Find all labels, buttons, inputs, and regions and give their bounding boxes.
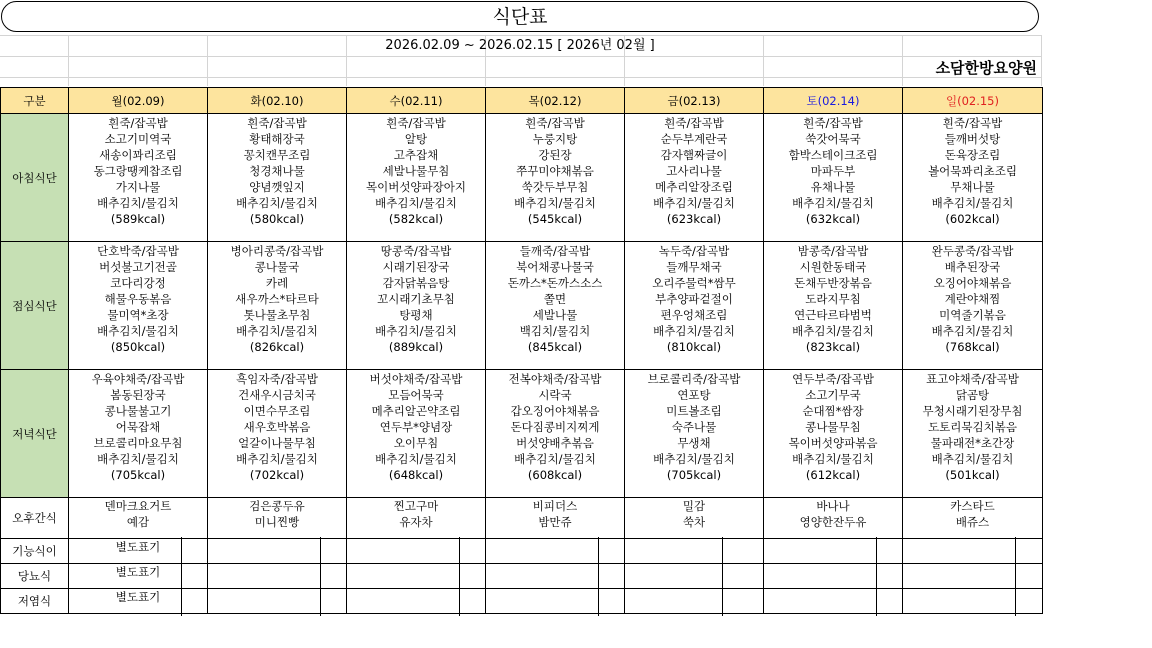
- dinner-cell-mon: [69, 370, 208, 498]
- menu-item: 함박스테이크조림: [788, 148, 878, 162]
- menu-item: 고사리나물: [666, 164, 722, 178]
- menu-item: 소고기미역국: [104, 132, 172, 146]
- header-day-tue: 화(02.10): [208, 88, 347, 114]
- menu-item: 도라지무침: [805, 292, 861, 306]
- empty-cell: [347, 564, 486, 589]
- menu-item: 배추김치/물김치: [653, 452, 735, 466]
- breakfast-cell-fri: [625, 114, 764, 242]
- breakfast-cell-tue: [208, 114, 347, 242]
- menu-item: 흰죽/잡곡밥: [247, 116, 307, 130]
- snack-cell-wed: [347, 498, 486, 539]
- menu-item: (702kcal): [249, 468, 305, 482]
- header-day-sat: 토(02.14): [764, 88, 903, 114]
- snack-cell-sat: [764, 498, 903, 539]
- menu-item: 무청시래기된장무침: [922, 404, 1023, 418]
- menu-item: 콩나물불고기: [104, 404, 172, 418]
- menu-item: 배추김치/물김치: [931, 196, 1014, 210]
- menu-item: 쫄면: [543, 292, 567, 306]
- menu-item: (823kcal): [805, 340, 861, 354]
- menu-item: 밤만쥬: [538, 515, 572, 529]
- menu-item: 배쥬스: [955, 515, 990, 529]
- snack-cell-sun: [903, 498, 1043, 539]
- menu-item: 들깨무채국: [666, 260, 722, 274]
- menu-item: 오징어야채볶음: [933, 276, 1012, 290]
- menu-item: 양념깻잎지: [249, 180, 305, 194]
- table-row-snack: [1, 498, 1043, 539]
- menu-item: (632kcal): [805, 212, 861, 226]
- menu-item: 흰죽/잡곡밥: [386, 116, 446, 130]
- empty-cell: [764, 589, 903, 614]
- header-day-fri: 금(02.13): [625, 88, 764, 114]
- empty-cell: [625, 589, 764, 614]
- menu-item: 가지나물: [115, 180, 161, 194]
- date-range: 2026.02.09 ~ 2026.02.15 [ 2026년 02월 ]: [385, 38, 655, 53]
- table-row-diabetic: [1, 564, 1043, 589]
- empty-cell: [208, 564, 347, 589]
- menu-item: 꽁치캔무조림: [243, 148, 311, 162]
- header-day-wed: 수(02.11): [347, 88, 486, 114]
- menu-item: 도토리묵김치볶음: [928, 420, 1017, 434]
- dinner-cell-thu: [486, 370, 625, 498]
- menu-item: 백김치/물김치: [519, 324, 591, 338]
- menu-item: (889kcal): [388, 340, 444, 354]
- menu-item: (501kcal): [945, 468, 1000, 482]
- empty-cell: [625, 539, 764, 564]
- breakfast-cell-sun: [903, 114, 1043, 242]
- table-header-row: [1, 88, 1043, 114]
- cell-divider: [181, 537, 182, 616]
- menu-item: 돈까스*돈까스소스: [507, 276, 603, 290]
- menu-item: 모듬어묵국: [388, 388, 444, 402]
- cell-divider: [722, 537, 723, 616]
- menu-item: 소고기무국: [805, 388, 861, 402]
- grid-line: [0, 56, 1042, 57]
- menu-item: 버섯양배추볶음: [516, 436, 594, 450]
- menu-item: 톳나물초무침: [243, 308, 311, 322]
- menu-item: 미니찐빵: [254, 515, 300, 529]
- lunch-cell-thu: [486, 242, 625, 370]
- menu-item: 돈채두반장볶음: [794, 276, 872, 290]
- menu-item: 북어채콩나물국: [516, 260, 594, 274]
- menu-item: 연포탕: [677, 388, 711, 402]
- menu-item: 브로콜리죽/잡곡밥: [647, 372, 741, 386]
- menu-item: 배추김치/물김치: [514, 452, 596, 466]
- menu-item: 배추김치/물김치: [97, 452, 179, 466]
- menu-item: 순대찜*쌈장: [802, 404, 864, 418]
- row-label-lunch: 점심식단: [1, 242, 69, 370]
- menu-item: (608kcal): [527, 468, 583, 482]
- menu-item: 청경채나물: [249, 164, 305, 178]
- menu-item: 버섯불고기전골: [99, 260, 177, 274]
- empty-cell: [486, 589, 625, 614]
- diabetic-note: 별도표기: [69, 564, 208, 589]
- menu-item: 시래기된장국: [382, 260, 450, 274]
- menu-item: 미트볼조림: [666, 404, 722, 418]
- menu-item: 탕평채: [399, 308, 433, 322]
- menu-item: 찐고구마: [393, 499, 439, 513]
- menu-item: 병아리콩죽/잡곡밥: [230, 244, 324, 258]
- menu-item: 봄동된장국: [110, 388, 166, 402]
- menu-item: 건새우시금치국: [238, 388, 316, 402]
- empty-cell: [486, 539, 625, 564]
- menu-item: 전복야채죽/잡곡밥: [508, 372, 602, 386]
- menu-item: 흰죽/잡곡밥: [664, 116, 724, 130]
- row-label-breakfast: 아침식단: [1, 114, 69, 242]
- menu-item: (768kcal): [945, 340, 1000, 354]
- menu-item: 바나나: [816, 499, 850, 513]
- dinner-cell-wed: [347, 370, 486, 498]
- menu-item: 쑥갓어묵국: [805, 132, 861, 146]
- menu-item: 마파두부: [810, 164, 856, 178]
- menu-item: 물파래전*초간장: [930, 436, 1015, 450]
- menu-item: 황태해장국: [249, 132, 305, 146]
- table-row-lowsalt: [1, 589, 1043, 614]
- meal-table: [0, 87, 1043, 614]
- menu-item: 유채나물: [810, 180, 856, 194]
- menu-item: 오이무침: [393, 436, 439, 450]
- menu-item: 카스타드: [950, 499, 995, 513]
- table-row-dinner: [1, 370, 1043, 498]
- menu-item: 배추김치/물김치: [792, 452, 874, 466]
- dinner-cell-fri: [625, 370, 764, 498]
- row-label-lowsalt: 저염식: [1, 589, 69, 614]
- menu-item: 메추리알장조림: [655, 180, 733, 194]
- menu-item: 검은콩두유: [249, 499, 305, 513]
- menu-item: 강된장: [538, 148, 572, 162]
- menu-item: 유자차: [399, 515, 433, 529]
- empty-cell: [903, 539, 1043, 564]
- menu-item: 편우엉채조림: [660, 308, 728, 322]
- menu-item: 배추김치/물김치: [236, 196, 318, 210]
- menu-item: (602kcal): [945, 212, 1000, 226]
- menu-item: 새송이꽈리조림: [99, 148, 177, 162]
- header-day-sun: 일(02.15): [903, 88, 1043, 114]
- menu-item: 물미역*초장: [107, 308, 169, 322]
- menu-item: 예감: [126, 515, 150, 529]
- menu-item: 브로콜리마요무침: [93, 436, 183, 450]
- page-title: 식단표: [1, 1, 1039, 32]
- menu-item: 부추양파겉절이: [655, 292, 733, 306]
- lunch-cell-mon: [69, 242, 208, 370]
- menu-item: 완두콩죽/잡곡밥: [931, 244, 1014, 258]
- menu-item: 메추리알곤약조림: [371, 404, 461, 418]
- row-label-dinner: 저녁식단: [1, 370, 69, 498]
- menu-item: 콩나물국: [254, 260, 300, 274]
- empty-cell: [208, 589, 347, 614]
- lunch-cell-wed: [347, 242, 486, 370]
- menu-item: 숙주나물: [671, 420, 717, 434]
- menu-item: 오리주물럭*쌈무: [652, 276, 736, 290]
- snack-cell-fri: [625, 498, 764, 539]
- snack-cell-thu: [486, 498, 625, 539]
- menu-item: 녹두죽/잡곡밥: [658, 244, 730, 258]
- empty-cell: [208, 539, 347, 564]
- menu-item: 목이버섯양파볶음: [788, 436, 878, 450]
- menu-item: 단호박죽/잡곡밥: [97, 244, 179, 258]
- menu-item: 쑥갓두부무침: [521, 180, 589, 194]
- dinner-cell-sat: [764, 370, 903, 498]
- menu-item: (589kcal): [110, 212, 166, 226]
- cell-divider: [876, 537, 877, 616]
- menu-item: 쑥차: [682, 515, 706, 529]
- menu-item: 이면수무조림: [243, 404, 311, 418]
- lunch-cell-sun: [903, 242, 1043, 370]
- menu-item: 배추김치/물김치: [375, 324, 457, 338]
- menu-item: 세발나물무침: [382, 164, 450, 178]
- menu-item: 꼬시래기초무침: [377, 292, 455, 306]
- menu-item: 비피더스: [532, 499, 578, 513]
- menu-item: (580kcal): [249, 212, 305, 226]
- menu-item: 배추김치/물김치: [375, 196, 457, 210]
- menu-item: 볼어묵꽈리초조림: [928, 164, 1017, 178]
- breakfast-cell-mon: [69, 114, 208, 242]
- menu-item: 배추김치/물김치: [236, 324, 318, 338]
- menu-item: 배추김치/물김치: [792, 324, 874, 338]
- empty-cell: [347, 589, 486, 614]
- functional-note: 별도표기: [69, 539, 208, 564]
- menu-item: 배추김치/물김치: [375, 452, 457, 466]
- menu-item: 카레: [265, 276, 289, 290]
- table-row-breakfast: [1, 114, 1043, 242]
- empty-cell: [625, 564, 764, 589]
- dinner-cell-tue: [208, 370, 347, 498]
- menu-item: 코다리강정: [110, 276, 166, 290]
- menu-item: 누룽지탕: [532, 132, 578, 146]
- menu-item: 미역줄기볶음: [939, 308, 1006, 322]
- menu-item: 닭곰탕: [955, 388, 990, 402]
- menu-item: (582kcal): [388, 212, 444, 226]
- row-label-functional: 기능식이: [1, 539, 69, 564]
- table-row-lunch: [1, 242, 1043, 370]
- menu-item: 배추김치/물김치: [97, 324, 179, 338]
- menu-item: 들깨버섯탕: [944, 132, 1001, 146]
- menu-item: 들깨죽/잡곡밥: [519, 244, 591, 258]
- cell-divider: [459, 537, 460, 616]
- grid-line: [0, 35, 1042, 36]
- menu-item: 콩나물무침: [805, 420, 861, 434]
- menu-item: 연두부*양념장: [379, 420, 453, 434]
- menu-item: 계란야채찜: [944, 292, 1001, 306]
- menu-item: (545kcal): [527, 212, 583, 226]
- menu-item: 세발나물: [532, 308, 578, 322]
- menu-item: 배추김치/물김치: [792, 196, 874, 210]
- menu-item: 땅콩죽/잡곡밥: [380, 244, 452, 258]
- menu-item: 쭈꾸미야채볶음: [516, 164, 594, 178]
- menu-item: 배추김치/물김치: [931, 324, 1014, 338]
- menu-item: (845kcal): [527, 340, 583, 354]
- menu-item: 밤콩죽/잡곡밥: [797, 244, 869, 258]
- menu-item: 새우까스*타르타: [235, 292, 319, 306]
- header-day-mon: 월(02.09): [69, 88, 208, 114]
- menu-item: 버섯야채죽/잡곡밥: [369, 372, 463, 386]
- menu-item: 배추김치/물김치: [236, 452, 318, 466]
- lunch-cell-sat: [764, 242, 903, 370]
- row-label-diabetic: 당뇨식: [1, 564, 69, 589]
- menu-item: 연두부죽/잡곡밥: [792, 372, 874, 386]
- menu-item: (612kcal): [805, 468, 861, 482]
- menu-item: 시락국: [538, 388, 572, 402]
- menu-item: 순두부계란국: [660, 132, 728, 146]
- grid-line: [1041, 35, 1042, 86]
- empty-cell: [903, 589, 1043, 614]
- facility-name: 소담한방요양원: [935, 59, 1037, 77]
- menu-item: 배추김치/물김치: [931, 452, 1014, 466]
- menu-item: 어묵잡채: [115, 420, 161, 434]
- header-day-thu: 목(02.12): [486, 88, 625, 114]
- menu-item: 갑오징어야채볶음: [510, 404, 600, 418]
- menu-item: 감자햄짜글이: [660, 148, 728, 162]
- menu-item: 목이버섯양파장아지: [366, 180, 466, 194]
- menu-item: 흰죽/잡곡밥: [525, 116, 585, 130]
- lunch-cell-tue: [208, 242, 347, 370]
- cell-divider: [320, 537, 321, 616]
- menu-item: 표고야채죽/잡곡밥: [926, 372, 1019, 386]
- breakfast-cell-sat: [764, 114, 903, 242]
- empty-cell: [764, 539, 903, 564]
- menu-item: 배추김치/물김치: [97, 196, 179, 210]
- menu-item: 흰죽/잡곡밥: [803, 116, 863, 130]
- menu-item: 알탕: [404, 132, 428, 146]
- menu-item: 감자닭볶음탕: [382, 276, 450, 290]
- menu-item: 새우호박볶음: [243, 420, 311, 434]
- header-category: 구분: [1, 88, 69, 114]
- menu-item: (810kcal): [666, 340, 722, 354]
- menu-item: 흑임자죽/잡곡밥: [236, 372, 318, 386]
- snack-cell-tue: [208, 498, 347, 539]
- menu-item: 얼갈이나물무침: [238, 436, 316, 450]
- table-row-functional: [1, 539, 1043, 564]
- menu-item: (648kcal): [388, 468, 444, 482]
- menu-item: 흰죽/잡곡밥: [942, 116, 1003, 130]
- menu-item: 돈육장조림: [944, 148, 1001, 162]
- menu-item: 배추김치/물김치: [653, 324, 735, 338]
- cell-divider: [1015, 537, 1016, 616]
- menu-item: 해물우동볶음: [104, 292, 172, 306]
- breakfast-cell-wed: [347, 114, 486, 242]
- menu-item: 무채나물: [950, 180, 995, 194]
- empty-cell: [764, 564, 903, 589]
- menu-item: 연근타르타범벅: [794, 308, 872, 322]
- menu-item: 돈다짐콩비지찌게: [510, 420, 600, 434]
- menu-item: 고추잡채: [393, 148, 439, 162]
- empty-cell: [347, 539, 486, 564]
- menu-item: 영양한잔두유: [799, 515, 867, 529]
- menu-item: 흰죽/잡곡밥: [108, 116, 168, 130]
- menu-item: (705kcal): [110, 468, 166, 482]
- menu-item: (623kcal): [666, 212, 722, 226]
- menu-item: 우육야채죽/잡곡밥: [91, 372, 185, 386]
- menu-item: 밀감: [682, 499, 706, 513]
- menu-item: 동그랑땡케찹조림: [93, 164, 183, 178]
- menu-item: 배추김치/물김치: [653, 196, 735, 210]
- dinner-cell-sun: [903, 370, 1043, 498]
- row-label-snack: 오후간식: [1, 498, 69, 539]
- snack-cell-mon: [69, 498, 208, 539]
- menu-item: 무생채: [677, 436, 711, 450]
- menu-item: 시원한동태국: [799, 260, 867, 274]
- menu-item: 덴마크요거트: [104, 499, 172, 513]
- menu-item: 배추된장국: [944, 260, 1001, 274]
- menu-item: (850kcal): [110, 340, 166, 354]
- breakfast-cell-thu: [486, 114, 625, 242]
- grid-line: [0, 77, 1042, 78]
- menu-item: (826kcal): [249, 340, 305, 354]
- empty-cell: [903, 564, 1043, 589]
- lowsalt-note: 별도표기: [69, 589, 208, 614]
- empty-cell: [486, 564, 625, 589]
- menu-item: (705kcal): [666, 468, 722, 482]
- lunch-cell-fri: [625, 242, 764, 370]
- cell-divider: [598, 537, 599, 616]
- menu-item: 배추김치/물김치: [514, 196, 596, 210]
